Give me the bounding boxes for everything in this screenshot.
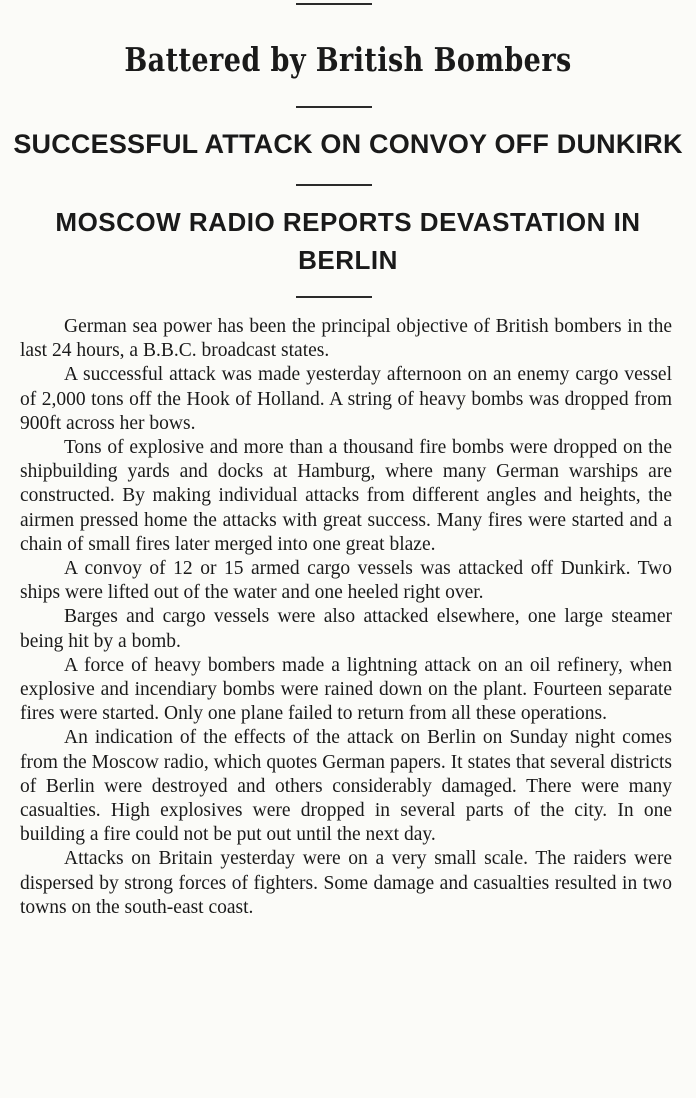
paragraph: Tons of explosive and more than a thousand fire bombs were dropped on the shipbuilding yards and docks at Hamburg, where many German warships are constructed. By making individual attacks from different angles and heights, the airmen pressed home the attacks with great success. Many fires were started and a chain of small fires later merged into one great blaze. (20, 437, 672, 555)
rule-after-subhead-secondary (296, 296, 372, 298)
top-rule (296, 3, 372, 5)
paragraph: German sea power has been the principal objective of British bombers in the last 24 hours, a B.B.C. broadcast states. (20, 316, 672, 362)
subhead: SUCCESSFUL ATTACK ON CONVOY OFF DUNKIRK (13, 129, 683, 159)
article-body (20, 315, 672, 920)
rule-after-subhead (296, 184, 372, 186)
rule-after-headline (296, 106, 372, 108)
paragraph: An indication of the effects of the attack on Berlin on Sunday night comes from the Moscow radio, which quotes German papers. It states that several districts of Berlin were destroyed and others considerably damaged. There were many casualties. High explosives were dropped in several parts of the city. In one building a fire could not be put out until the next day. (20, 727, 672, 846)
paragraph: Attacks on Britain yesterday were on a very small scale. The raiders were dispersed by strong forces of fighters. Some damage and casualties resulted in two towns on the south-east coast. (20, 848, 672, 918)
paragraph: A force of heavy bombers made a lightning attack on an oil refinery, when explosive and incendiary bombs were rained down on the plant. Fourteen separate fires were started. Only one plane failed to return from all these operations. (20, 654, 672, 725)
paragraph: Barges and cargo vessels were also attacked elsewhere, one large steamer being hit by a bomb. (20, 606, 672, 652)
paragraph: A successful attack was made yesterday afternoon on an enemy cargo vessel of 2,000 tons off the Hook of Holland. A string of heavy bombs was dropped from 900ft across her bows. (20, 364, 672, 434)
paragraph: A convoy of 12 or 15 armed cargo vessels was attacked off Dunkirk. Two ships were lifted out of the water and one heeled right over. (20, 558, 672, 604)
headline: Battered by British Bombers (124, 40, 572, 79)
subhead-secondary: MOSCOW RADIO REPORTS DEVASTATION IN BERLIN (55, 207, 641, 275)
